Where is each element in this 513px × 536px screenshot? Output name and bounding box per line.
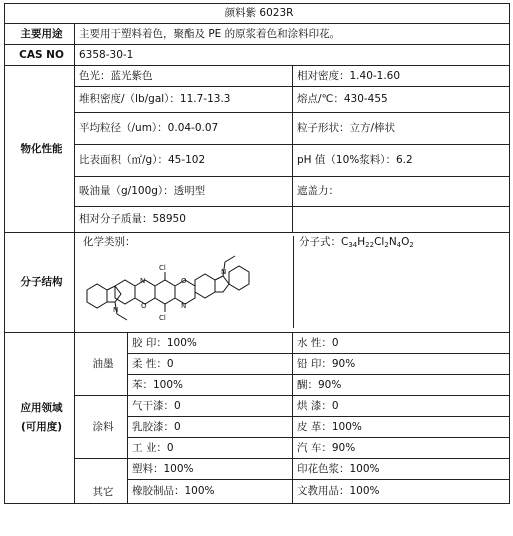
coating-row-2-left: 乳胶漆：0: [128, 417, 293, 438]
application-label: [5, 333, 75, 504]
atom-o-left: O: [141, 302, 147, 310]
spec-table: [4, 3, 510, 504]
physical-row-1-left: 色光：蓝光紫色: [75, 66, 293, 87]
atom-n-left: N: [140, 277, 146, 285]
group-ink-label: 油墨: [75, 333, 128, 396]
page-title: 颜料紫 6023R: [5, 4, 510, 24]
atom-n-carbazole-right: N: [221, 268, 227, 276]
physical-row-2-left: 堆积密度/（lb/gal）：11.7-13.3: [75, 87, 293, 113]
physical-row-1-right: 相对密度：1.40-1.60: [293, 66, 510, 87]
ink-row-1-left: 胶 印：100%: [128, 333, 293, 354]
coating-row-1-left: 气干漆：0: [128, 396, 293, 417]
group-coating-label: 涂料: [75, 396, 128, 459]
group-other-label: 其它: [75, 459, 128, 504]
chem-class-label: 化学类别：: [83, 236, 136, 248]
physical-row-6-right: [293, 207, 510, 233]
coating-row-3-left: 工 业：0: [128, 438, 293, 459]
physical-row-3-right: 粒子形状：立方/棒状: [293, 113, 510, 145]
ink-row-1-right: 水 性：0: [293, 333, 510, 354]
structure-label: 分子结构: [5, 233, 75, 333]
physical-row-3-left: 平均粒径（/um）：0.04-0.07: [75, 113, 293, 145]
coating-row-1-right: 烘 漆：0: [293, 396, 510, 417]
physical-row-2-right: 熔点/℃：430-455: [293, 87, 510, 113]
ink-row-3-left: 苯：100%: [128, 375, 293, 396]
other-row-2-left: 橡胶制品：100%: [128, 480, 293, 504]
physical-row-6-left: 相对分子质量：58950: [75, 207, 293, 233]
atom-cl-top: Cl: [159, 264, 166, 272]
cas-label: CAS NO: [5, 45, 75, 66]
other-row-1-right: 印花色浆：100%: [293, 459, 510, 480]
physical-row-5-left: 吸油量（g/100g）：透明型: [75, 177, 293, 207]
ink-row-3-right: 醐：90%: [293, 375, 510, 396]
atom-n-carbazole-left: N: [113, 306, 119, 314]
atom-cl-bottom: Cl: [159, 314, 166, 322]
other-row-1-left: 塑料：100%: [128, 459, 293, 480]
cas-value: 6358-30-1: [75, 45, 510, 66]
coating-row-3-right: 汽 车：90%: [293, 438, 510, 459]
other-row-2-right: 文教用品：100%: [293, 480, 510, 504]
physical-row-4-right: pH 值（10%浆料）：6.2: [293, 145, 510, 177]
usage-value: 主要用于塑料着色，聚酯及 PE 的原浆着色和涂料印花。: [75, 24, 510, 45]
ink-row-2-right: 铅 印：90%: [293, 354, 510, 375]
application-label-line1: 应用领域: [20, 402, 63, 414]
physical-label: 物化性能: [5, 66, 75, 233]
usage-label: 主要用途: [5, 24, 75, 45]
molecule-diagram: [79, 246, 319, 332]
atom-o-right: O: [181, 277, 187, 285]
ink-row-2-left: 柔 性：0: [128, 354, 293, 375]
coating-row-2-right: 皮 革：100%: [293, 417, 510, 438]
molecular-formula: 分子式：$C_{34}H_{22}Cl_2N_4O_2$: [299, 236, 414, 249]
application-label-line2: (可用度): [20, 421, 63, 433]
physical-row-4-left: 比表面积（㎡/g）：45-102: [75, 145, 293, 177]
physical-row-5-right: 遮盖力：: [293, 177, 510, 207]
structure-cell: [75, 233, 510, 333]
atom-n-right: N: [181, 302, 187, 310]
